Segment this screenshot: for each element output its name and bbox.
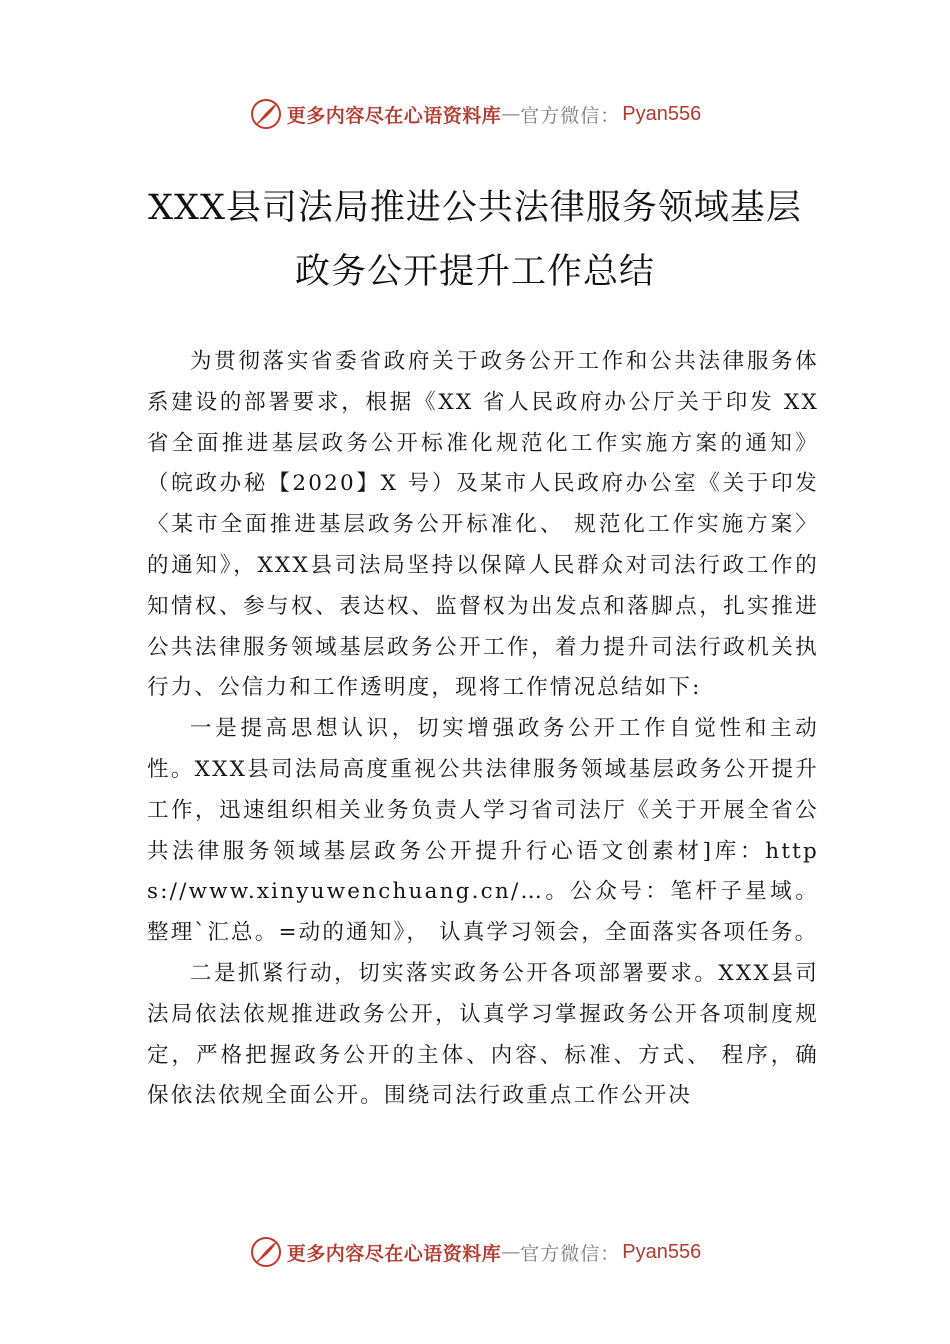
paragraph-intro: 为贯彻落实省委省政府关于政务公开工作和公共法律服务体系建设的部署要求，根据《XX 省人民政府办公厅关于印发 XX省全面推进基层政务公开标准化规范化工作实施方案的通知》（皖政办秘【2020】X 号）及某市人民政府办公室《关于印发〈某市全面推进基层政务公开标准化、 规范化工作实施方案〉的通知》，XXX县司法局坚持以保障人民群众对司法行政工作的知情权、参与权、表达权、监督权为出发点和落脚点，扎实推进公共法律服务领域基层政务公开工作，着力提升司法行政机关执行力、公信力和工作透明度，现将工作情况总结如下:	[147, 349, 819, 701]
banner-wechat-label: 官方微信：	[520, 104, 621, 127]
paragraph-point-one: 一是提高思想认识，切实增强政务公开工作自觉性和主动性。XXX县司法局高度重视公共法律服务领域基层政务公开提升工作，迅速组织相关业务负责人学习省司法厅《关于开展全省公共法律服务领域基层政务公开提升行心语文创素材]库：https://www.xinyuwenchuang.cn/…。公众号：笔杆子星域。整理`汇总。=动的通知》， 认真学习领会，全面落实各项任务。	[147, 716, 819, 946]
document-title-line-1: XXX县司法局推进公共法律服务领域基层	[148, 188, 802, 228]
footer-dash: —	[501, 1241, 521, 1263]
footer-banner	[0, 1230, 950, 1274]
document-body	[147, 342, 819, 1117]
banner-dash: —	[501, 103, 521, 125]
quill-logo-icon	[249, 1235, 283, 1269]
footer-wechat-id: Pyan556	[622, 1240, 702, 1263]
banner-wechat-id: Pyan556	[622, 102, 702, 125]
footer-brand-text: 更多内容尽在心语资料库	[286, 1242, 502, 1265]
paragraph-point-two: 二是抓紧行动，切实落实政务公开各项部署要求。XXX县司法局依法依规推进政务公开，认真学习掌握政务公开各项制度规定，严格把握政务公开的主体、内容、标准、方式、 程序，确保依法依规全面公开。围绕司法行政重点工作公开决	[147, 960, 819, 1109]
quill-logo-icon	[249, 97, 283, 131]
banner-brand-text: 更多内容尽在心语资料库	[286, 104, 502, 127]
document-title-line-2: 政务公开提升工作总结	[294, 252, 655, 292]
footer-wechat-label: 官方微信：	[520, 1242, 621, 1265]
header-banner	[0, 92, 950, 136]
